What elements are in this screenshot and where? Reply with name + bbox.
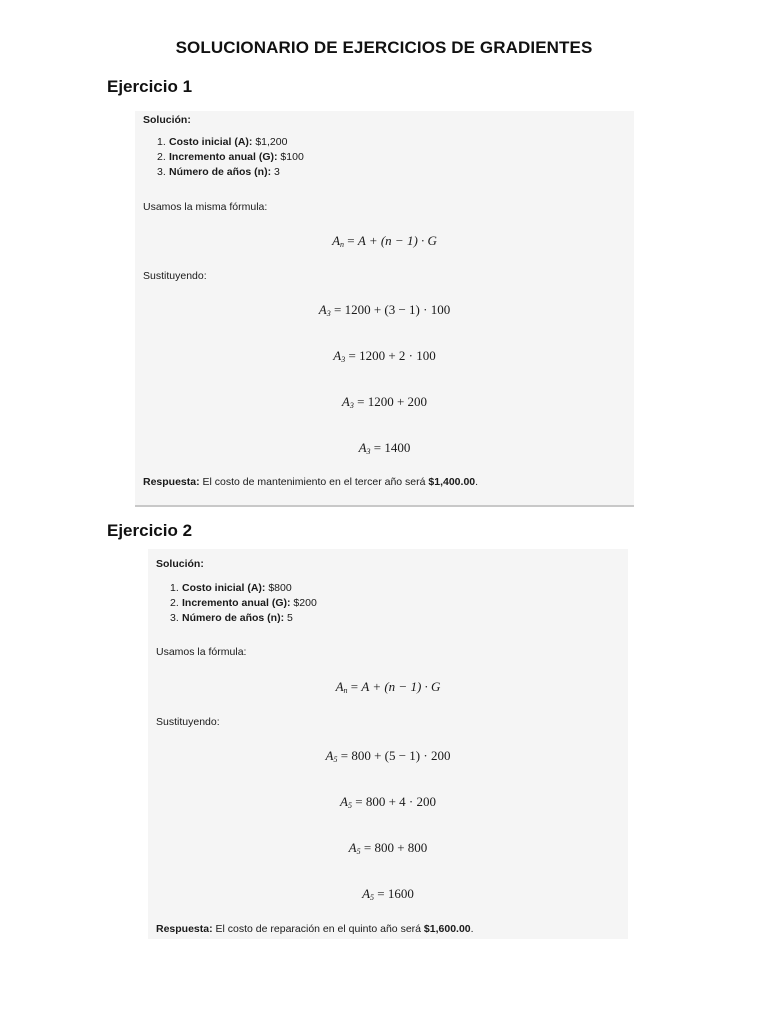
substitution-intro: Sustituyendo: bbox=[156, 716, 220, 728]
exercise-1-solution-panel bbox=[135, 111, 634, 507]
document-title: SOLUCIONARIO DE EJERCICIOS DE GRADIENTES bbox=[175, 38, 593, 57]
given-values-list bbox=[135, 135, 304, 180]
solution-label: Solución: bbox=[156, 558, 204, 570]
list-item: 1. Costo inicial (A): $1,200 bbox=[157, 136, 288, 148]
list-item: 2. Incremento anual (G): $200 bbox=[170, 597, 317, 609]
given-values-list bbox=[148, 581, 317, 626]
exercise-1-heading: Ejercicio 1 bbox=[107, 77, 193, 96]
answer-line: Respuesta: El costo de reparación en el quinto año será $1,600.00. bbox=[156, 923, 474, 935]
equation-step-3: $A_3 = 1200 + 200$ bbox=[341, 394, 428, 410]
solution-label: Solución: bbox=[143, 114, 191, 126]
equation-step-2: $A_3 = 1200 + 2 \cdot 100$ bbox=[333, 348, 436, 364]
equation-result: $A_5 = 1600$ bbox=[362, 886, 414, 902]
equation-step-1: $A_3 = 1200 + (3 - 1) \cdot 100$ bbox=[318, 302, 451, 318]
general-formula: $A_n = A + (n - 1) \cdot G$ bbox=[335, 679, 441, 695]
panel-bottom-rule bbox=[135, 505, 634, 507]
exercise-2-solution-panel bbox=[148, 549, 628, 939]
substitution-intro: Sustituyendo: bbox=[143, 270, 207, 282]
answer-line: Respuesta: El costo de mantenimiento en el tercer año será $1,400.00. bbox=[143, 476, 479, 488]
equation-step-2: $A_5 = 800 + 4 \cdot 200$ bbox=[340, 794, 436, 810]
formula-intro: Usamos la misma fórmula: bbox=[143, 201, 268, 213]
formula-intro: Usamos la fórmula: bbox=[156, 646, 247, 658]
exercise-2-heading: Ejercicio 2 bbox=[107, 521, 193, 540]
equation-step-3: $A_5 = 800 + 800$ bbox=[348, 840, 428, 856]
list-item: 1. Costo inicial (A): $800 bbox=[170, 582, 292, 594]
list-item: 2. Incremento anual (G): $100 bbox=[157, 151, 304, 163]
general-formula: $A_n = A + (n - 1) \cdot G$ bbox=[332, 233, 437, 249]
list-item: 3. Número de años (n): 3 bbox=[157, 166, 280, 178]
equation-result: $A_3 = 1400$ bbox=[358, 440, 411, 456]
list-item: 3. Número de años (n): 5 bbox=[170, 612, 293, 624]
equation-step-1: $A_5 = 800 + (5 - 1) \cdot 200$ bbox=[325, 748, 451, 764]
